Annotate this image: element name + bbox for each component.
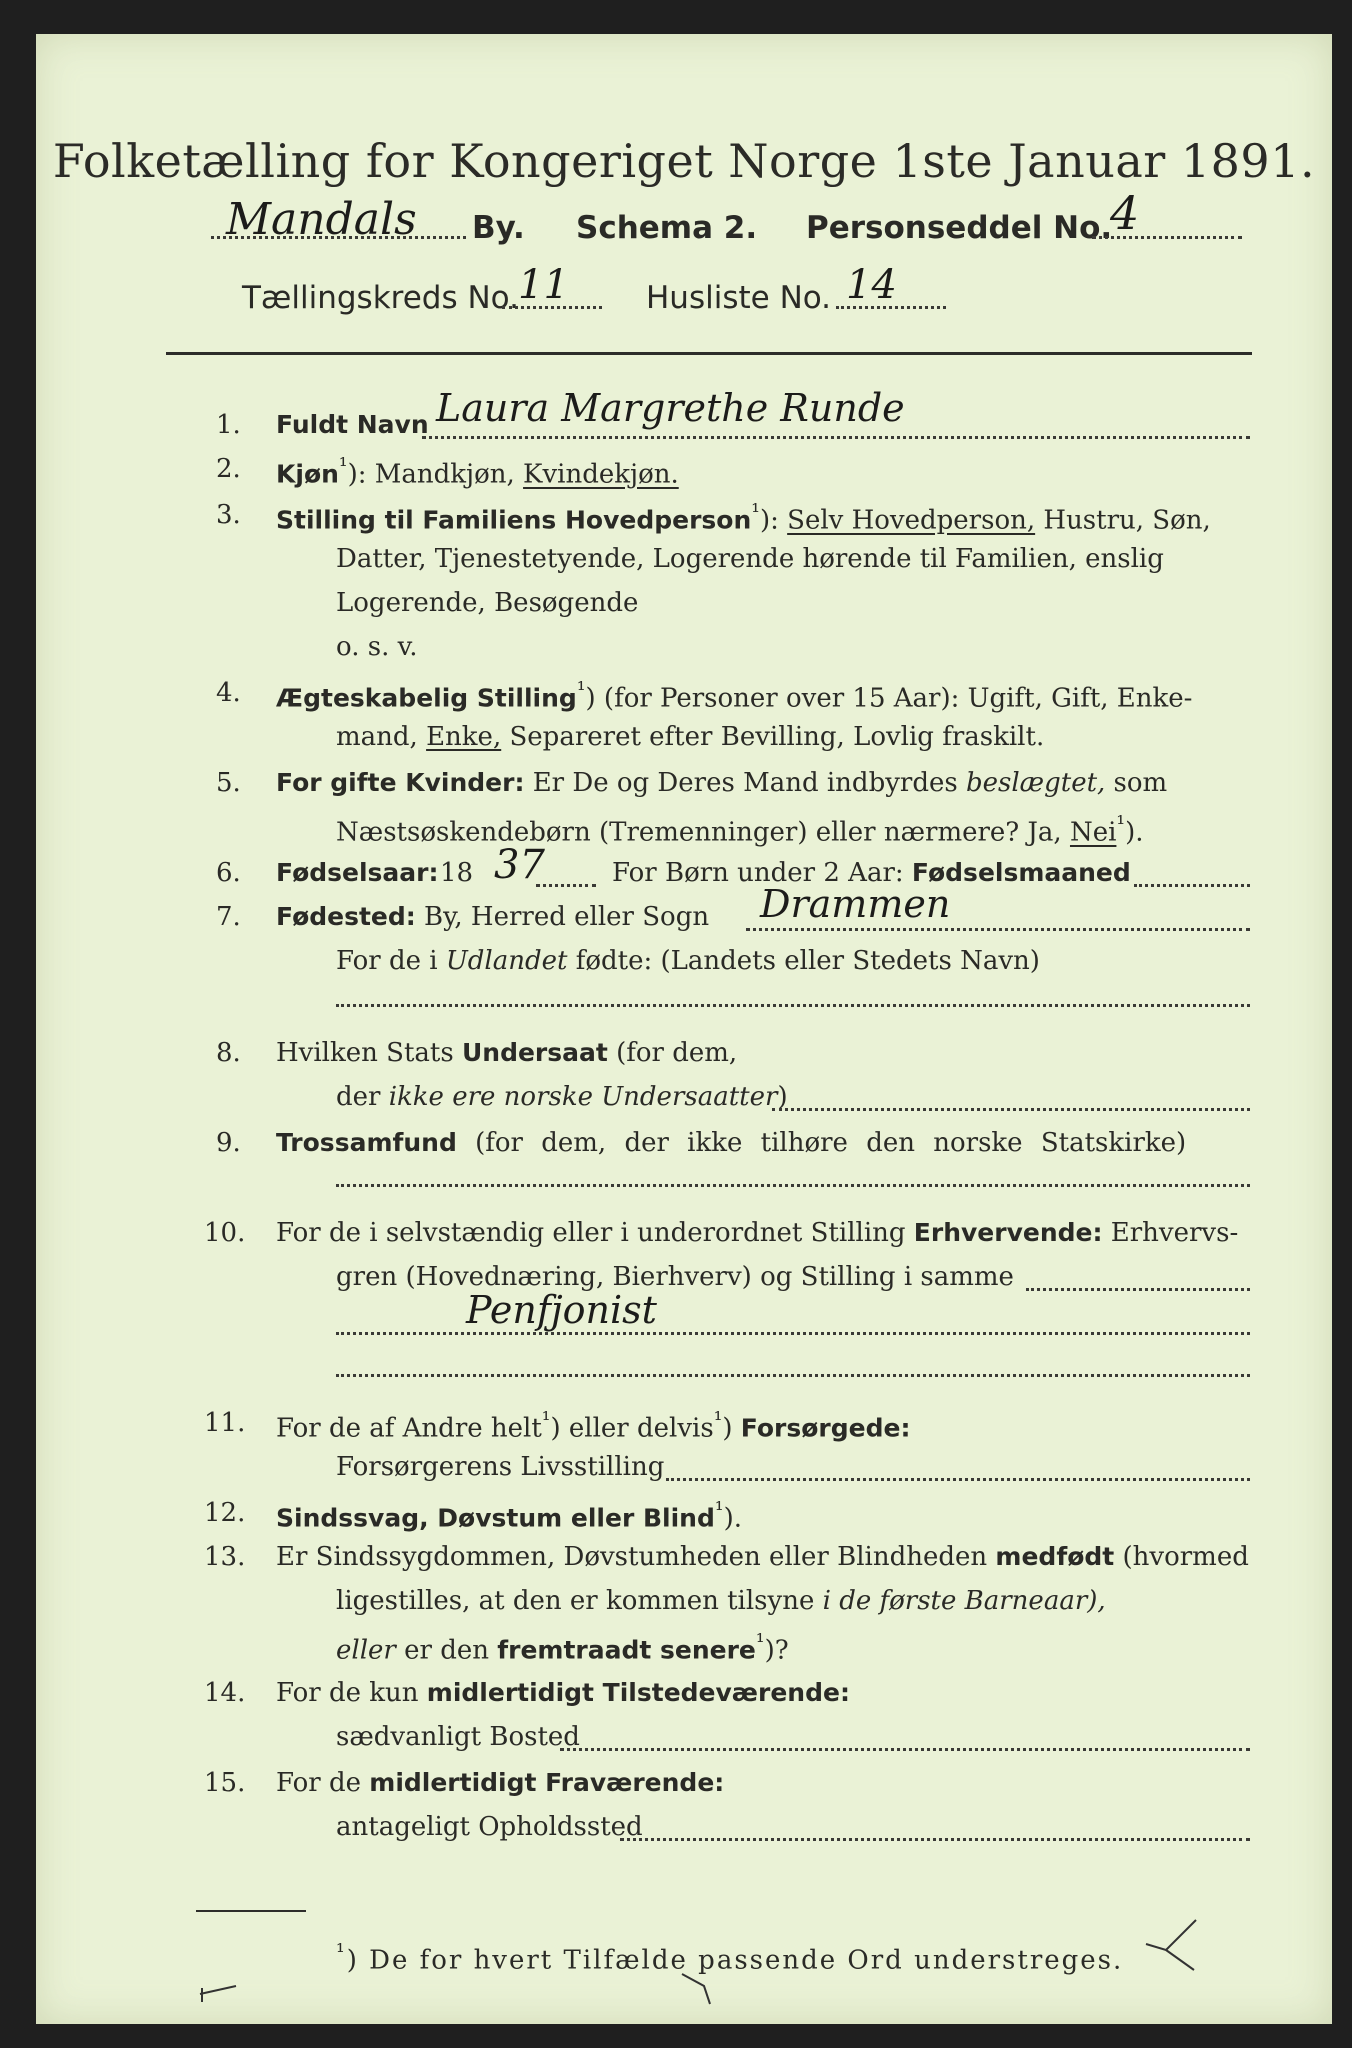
trossamfund-line [276, 1128, 1186, 1158]
er-den-text: er den [395, 1635, 498, 1666]
trossamfund-label: Trossamfund [276, 1128, 457, 1157]
forsorgede-label: Forsørgede: [740, 1413, 911, 1443]
medfodt-line3 [336, 1630, 789, 1666]
barneaar-text: i de første Barneaar), [822, 1586, 1106, 1616]
udland-text: For de i [336, 946, 446, 976]
header-rule [166, 352, 1252, 355]
undersaat-line2 [336, 1082, 788, 1112]
opholdssted-dotted-line [620, 1838, 1250, 1841]
stilling-options-line4: o. s. v. [336, 632, 418, 662]
gifte-kvinder-line2 [336, 812, 1144, 848]
naestsoskende-text: Næstsøskendebørn (Tremenninger) eller nærmere? Ja, [336, 817, 1070, 848]
stilling-options-line3: Logerende, Besøgende [336, 588, 639, 618]
undersaat-dotted-line [772, 1108, 1250, 1111]
footnote-ref: ¹ [1116, 812, 1126, 837]
gifte-kvinder-line [276, 768, 1167, 798]
nei-selected-option: Nei [1069, 817, 1117, 848]
closing-punctuation: )? [764, 1635, 789, 1666]
beslaegtet-text: beslægtet, [965, 768, 1106, 798]
sindssvag-line [276, 1498, 742, 1534]
husliste-no-handwritten: 14 [846, 262, 897, 308]
occupation-dotted-line [336, 1332, 1250, 1335]
taellingskreds-no-handwritten: 11 [518, 262, 569, 308]
item-number: 6. [216, 858, 241, 888]
closing-punctuation: ). [723, 1503, 742, 1534]
aegteskab-option-text: mand, [336, 722, 427, 752]
undersaat-text-end: (for dem, [607, 1038, 738, 1068]
item-number: 5. [216, 768, 241, 798]
item-number: 2. [216, 454, 241, 484]
forsorger-label: Forsørgerens Livsstilling [336, 1452, 665, 1482]
item-number: 11. [204, 1408, 246, 1438]
medfodt-line2 [336, 1586, 1106, 1616]
item-number: 4. [216, 678, 241, 708]
closing-paren: ) [777, 1082, 788, 1112]
stilling-line [276, 500, 1211, 536]
fravaerende-line [276, 1768, 724, 1798]
aegteskab-option-text: Separeret efter Bevilling, Lovlig fraskilt. [501, 722, 1045, 752]
fodselsaar-prefix: 18 [440, 858, 474, 888]
bosted-label: sædvanligt Bosted [336, 1722, 580, 1752]
ligestilles-text: ligestilles, at den er kommen tilsyne [336, 1586, 823, 1616]
erhverv-dotted-line [1026, 1288, 1250, 1291]
stilling-options: Hustru, Søn, [1035, 505, 1211, 536]
stilling-label: Stilling til Familiens Hovedperson [276, 505, 752, 535]
eller-text: eller [336, 1635, 396, 1666]
forsorger-dotted-line [666, 1478, 1250, 1481]
udland-line [336, 946, 1040, 976]
item-number: 10. [204, 1218, 246, 1248]
item-number: 13. [204, 1542, 246, 1572]
gifte-kvinder-text-end: som [1105, 768, 1168, 798]
form-title: Folketælling for Kongeriget Norge 1ste Januar 1891. [52, 134, 1316, 188]
census-form-page [36, 34, 1332, 2024]
husliste-label: Husliste No. [646, 280, 832, 316]
aegteskab-line [276, 678, 1192, 714]
fravaerende-label: midlertidigt Fraværende: [369, 1768, 725, 1797]
tilstede-text: For de kun [276, 1678, 427, 1708]
trossamfund-dotted-line [336, 1184, 1250, 1187]
forsorgede-paren: ) [722, 1413, 741, 1444]
forsorgede-text-2: ) eller delvis [550, 1413, 714, 1444]
footnote-ref: ¹ [338, 454, 348, 479]
corner-mark-right [1136, 1914, 1216, 1984]
fodested-options: By, Herred eller Sogn [415, 902, 710, 932]
month-dotted-line [1134, 884, 1250, 887]
born-under-2-text: For Børn under 2 Aar: [612, 858, 912, 888]
forsorgede-text: For de af Andre helt [276, 1413, 542, 1444]
year-dotted-line [536, 884, 596, 887]
by-label: By. [472, 210, 525, 246]
kjon-options: ): Mandkjøn, [347, 459, 524, 490]
fravaerende-text: For de [276, 1768, 370, 1798]
footnote-ref: ¹ [541, 1408, 551, 1433]
undersaat-der-text: der [336, 1082, 389, 1112]
stilling-colon: ): [759, 505, 788, 536]
footnote-ref: ¹ [751, 500, 760, 525]
tilstede-line [276, 1678, 850, 1708]
medfodt-label: medfødt [995, 1542, 1115, 1571]
name-dotted-line [422, 436, 1250, 439]
item-number: 3. [216, 500, 241, 530]
taellingskreds-label: Tællingskreds No. [242, 280, 519, 316]
undersaat-line [276, 1038, 737, 1068]
schema-label: Schema 2. [576, 210, 758, 246]
aegteskab-label: Ægteskabelig Stilling [276, 683, 577, 713]
undersaat-label: Undersaat [461, 1038, 608, 1067]
footnote-ref: ¹ [576, 678, 586, 703]
occupation-dotted-line-2 [336, 1374, 1250, 1377]
gifte-kvinder-text: Er De og Deres Mand indbyrdes [524, 768, 966, 798]
full-name-handwritten: Laura Margrethe Runde [436, 386, 905, 430]
footnote-rule [196, 1910, 306, 1912]
footnote-ref: ¹ [714, 1498, 724, 1523]
bosted-dotted-line [560, 1748, 1250, 1751]
corner-mark-center [676, 1964, 736, 2014]
udland-dotted-line [336, 1004, 1250, 1007]
erhverv-text: For de i selvstændig eller i underordnet Stilling [276, 1218, 914, 1248]
personseddel-label: Personseddel No. [806, 210, 1113, 246]
fremtraadt-label: fremtraadt senere [497, 1635, 756, 1665]
corner-mark-left [196, 1968, 256, 2008]
footnote-marker: ¹ [336, 1940, 347, 1965]
item-number: 12. [204, 1498, 246, 1528]
footnote-ref: ¹ [755, 1630, 765, 1655]
birthplace-dotted-line [746, 928, 1250, 931]
erhverv-line [276, 1218, 1238, 1248]
aegteskab-options: ) (for Personer over 15 Aar): Ugift, Gift, Enke- [585, 683, 1193, 714]
erhverv-text-end: Erhvervs- [1102, 1218, 1239, 1248]
town-name-handwritten: Mandals [226, 194, 417, 245]
trossamfund-text: (for dem, der ikke tilhøre den norske Statskirke) [456, 1128, 1187, 1158]
medfodt-text: Er Sindssygdommen, Døvstumheden eller Blindheden [276, 1542, 996, 1572]
item-number: 15. [204, 1768, 246, 1798]
ikke-norske-text: ikke ere norske Undersaatter [388, 1082, 778, 1112]
fodested-line [276, 902, 709, 932]
fodested-label: Fødested: [276, 902, 416, 931]
fuldt-navn-label: Fuldt Navn [276, 410, 429, 439]
item-number: 7. [216, 902, 241, 932]
footnote-text: ) De for hvert Tilfælde passende Ord understreges. [346, 1945, 1124, 1976]
medfodt-line [276, 1542, 1249, 1572]
tilstede-label: midlertidigt Tilstedeværende: [426, 1678, 850, 1707]
udlandet-text: Udlandet [445, 946, 568, 976]
kjon-line [276, 454, 679, 490]
undersaat-text: Hvilken Stats [276, 1038, 462, 1068]
sindssvag-label: Sindssvag, Døvstum eller Blind [276, 1503, 715, 1533]
item-number: 14. [204, 1678, 246, 1708]
birthplace-handwritten: Drammen [760, 882, 951, 926]
gifte-kvinder-label: For gifte Kvinder: [276, 768, 525, 797]
opholdssted-label: antageligt Opholdssted [336, 1812, 643, 1842]
forsorgede-line [276, 1408, 910, 1444]
stilling-selected-option: Selv Hovedperson, [787, 505, 1036, 536]
footnote-ref: ¹ [713, 1408, 723, 1433]
fodselsmaaned-label: Fødselsmaaned [911, 858, 1131, 887]
fodselsaar-label: Fødselsaar: [276, 858, 439, 887]
birth-year-handwritten: 37 [494, 842, 545, 888]
occupation-handwritten: Penfjonist [466, 1288, 657, 1332]
udland-text-end: fødte: (Landets eller Stedets Navn) [567, 946, 1040, 976]
aegteskab-selected-option: Enke, [426, 722, 502, 752]
stilling-options-line2: Datter, Tjenestetyende, Logerende hørende til Familien, enslig [336, 544, 1164, 574]
erhvervende-label: Erhvervende: [913, 1218, 1103, 1247]
closing-punctuation: ). [1125, 817, 1144, 848]
medfodt-text-end: (hvormed [1114, 1542, 1249, 1572]
kjon-label: Kjøn [276, 459, 339, 489]
aegteskab-line2 [336, 722, 1044, 752]
kjon-selected-option: Kvindekjøn. [523, 459, 679, 490]
erhverv-line2: gren (Hovednæring, Bierhverv) og Stilling i samme [336, 1262, 1014, 1292]
item-number: 1. [216, 410, 241, 440]
item-number: 9. [216, 1128, 241, 1158]
personseddel-no-handwritten: 4 [1110, 186, 1140, 240]
item-number: 8. [216, 1038, 241, 1068]
